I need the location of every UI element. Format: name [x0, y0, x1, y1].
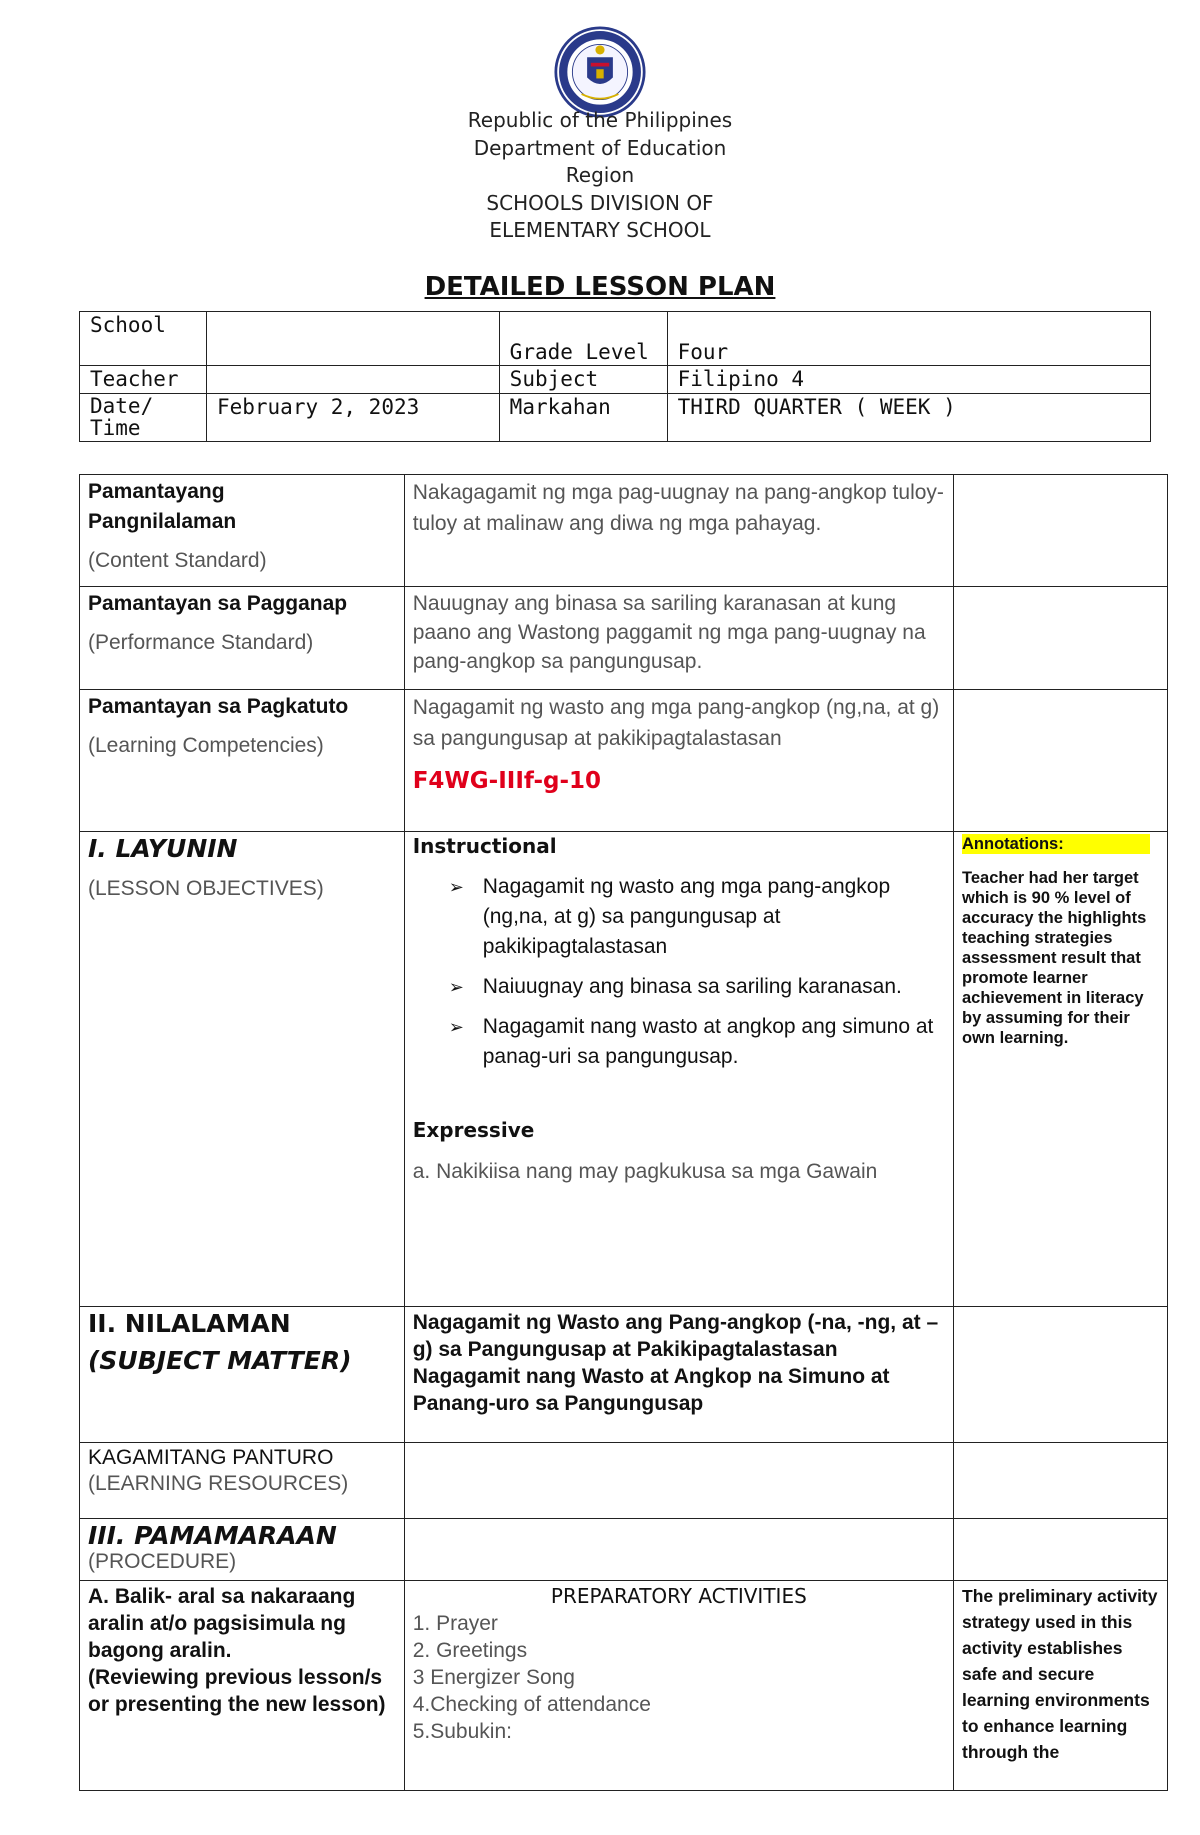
page-title: DETAILED LESSON PLAN — [424, 272, 776, 302]
table-row — [80, 587, 1168, 690]
review-annotation: The preliminary activity strategy used in this activity establishes safe and secure learning environments to enhance learning through the — [954, 1581, 1168, 1791]
resources-label: KAGAMITANG PANTURO (LEARNING RESOURCES) — [80, 1443, 405, 1519]
content-standard-annotation — [954, 475, 1168, 587]
procedure-annotation — [954, 1519, 1168, 1581]
markahan-value: THIRD QUARTER ( WEEK ) — [667, 394, 1150, 442]
resources-annotation — [954, 1443, 1168, 1519]
instructional-heading: Instructional — [412, 834, 557, 858]
content-standard-text: Nakagagamit ng mga pag-uugnay na pang-angkop tuloy-tuloy at malinaw ang diwa ng mga pahayag. — [404, 475, 953, 587]
teacher-label: Teacher — [80, 366, 207, 394]
school-line: ELEMENTARY SCHOOL — [489, 218, 711, 242]
region-line: Region — [565, 163, 635, 187]
review-content — [404, 1581, 953, 1791]
table-row — [80, 690, 1168, 832]
objectives-content — [404, 832, 953, 1307]
objectives-label: I. LAYUNIN (LESSON OBJECTIVES) — [80, 832, 405, 1307]
date-value: February 2, 2023 — [206, 394, 499, 442]
learning-competencies-annotation — [954, 690, 1168, 832]
teacher-value — [206, 366, 499, 394]
grade-value: Four — [667, 312, 1150, 366]
markahan-label: Markahan — [499, 394, 667, 442]
subject-label: Subject — [499, 366, 667, 394]
subject-value: Filipino 4 — [667, 366, 1150, 394]
table-row — [80, 832, 1168, 1307]
content-standard-label: Pamantayang Pangnilalaman (Content Standard) — [80, 475, 405, 587]
review-label: A. Balik- aral sa nakaraang aralin at/o pagsisimula ng bagong aralin. (Reviewing previous lesson/s or presenting the new lesson) — [80, 1581, 405, 1791]
learning-competencies-text: Nagagamit ng wasto ang mga pang-angkop (ng,na, at g) sa pangungusap at pakikipagtalastasan F4WG-IIIf-g-10 — [404, 690, 953, 832]
school-label: School — [80, 312, 207, 366]
grade-label: Grade Level — [499, 312, 667, 366]
table-row — [80, 475, 1168, 587]
list-item: 1. Prayer — [412, 1612, 498, 1635]
division-line: SCHOOLS DIVISION OF — [486, 191, 714, 215]
resources-content — [404, 1443, 953, 1519]
list-item: ➢ Naiuugnay ang binasa sa sariling karanasan. — [413, 972, 945, 1002]
table-row — [80, 366, 1151, 394]
school-value — [206, 312, 499, 366]
subject-matter-label: II. NILALAMAN (SUBJECT MATTER) — [80, 1307, 405, 1443]
performance-standard-label: Pamantayan sa Pagganap (Performance Standard) — [80, 587, 405, 690]
table-row — [80, 1519, 1168, 1581]
subject-matter-annotation — [954, 1307, 1168, 1443]
republic-line: Republic of the Philippines — [467, 108, 733, 132]
prep-title: PREPARATORY ACTIVITIES — [550, 1584, 807, 1608]
list-item: ➢ Nagagamit ng wasto ang mga pang-angkop (ng,na, at g) sa pangungusap at pakikipagtalastasan — [413, 872, 945, 962]
performance-standard-text: Nauugnay ang binasa sa sariling karanasan at kung paano ang Wastong paggamit ng mga pang-uugnay na pang-angkop sa pangungusap. — [404, 587, 953, 690]
learning-competencies-label: Pamantayan sa Pagkatuto (Learning Competencies) — [80, 690, 405, 832]
list-item: 5.Subukin: — [412, 1720, 512, 1743]
annotation-text: Teacher had her target which is 90 % level of accuracy the highlights teaching strategies assessment result that promote learner achievement in literacy by assuming for their own learning. — [962, 869, 1147, 1047]
deped-seal-icon — [554, 26, 646, 118]
competency-code: F4WG-IIIf-g-10 — [412, 768, 602, 794]
list-item: 3 Energizer Song — [412, 1666, 575, 1689]
expressive-heading: Expressive — [412, 1118, 535, 1142]
performance-standard-annotation — [954, 587, 1168, 690]
department-line: Department of Education — [473, 136, 727, 160]
procedure-label: III. PAMAMARAAN (PROCEDURE) — [80, 1519, 405, 1581]
date-label: Date/ Time — [80, 394, 207, 442]
lesson-table — [79, 474, 1168, 1791]
subject-matter-text: Nagagamit ng Wasto ang Pang-angkop (-na, -ng, at –g) sa Pangungusap at Pakikipagtalastasan Nagagamit nang Wasto at Angkop na Simuno at Panang-uro sa Pangungusap — [404, 1307, 953, 1443]
list-item: 4.Checking of attendance — [412, 1693, 651, 1716]
list-item: 2. Greetings — [412, 1639, 528, 1662]
objectives-list — [413, 872, 945, 1072]
table-row — [80, 312, 1151, 366]
table-row — [80, 1443, 1168, 1519]
procedure-content — [404, 1519, 953, 1581]
expressive-item: a. Nakikiisa nang may pagkukusa sa mga Gawain — [412, 1160, 878, 1183]
info-table — [79, 311, 1151, 442]
table-row — [80, 394, 1151, 442]
table-row — [80, 1581, 1168, 1791]
objectives-annotation — [954, 832, 1168, 1307]
list-item: ➢ Nagagamit nang wasto at angkop ang simuno at panag-uri sa pangungusap. — [413, 1012, 945, 1072]
table-row — [80, 1307, 1168, 1443]
annotations-label: Annotations: — [962, 834, 1150, 854]
